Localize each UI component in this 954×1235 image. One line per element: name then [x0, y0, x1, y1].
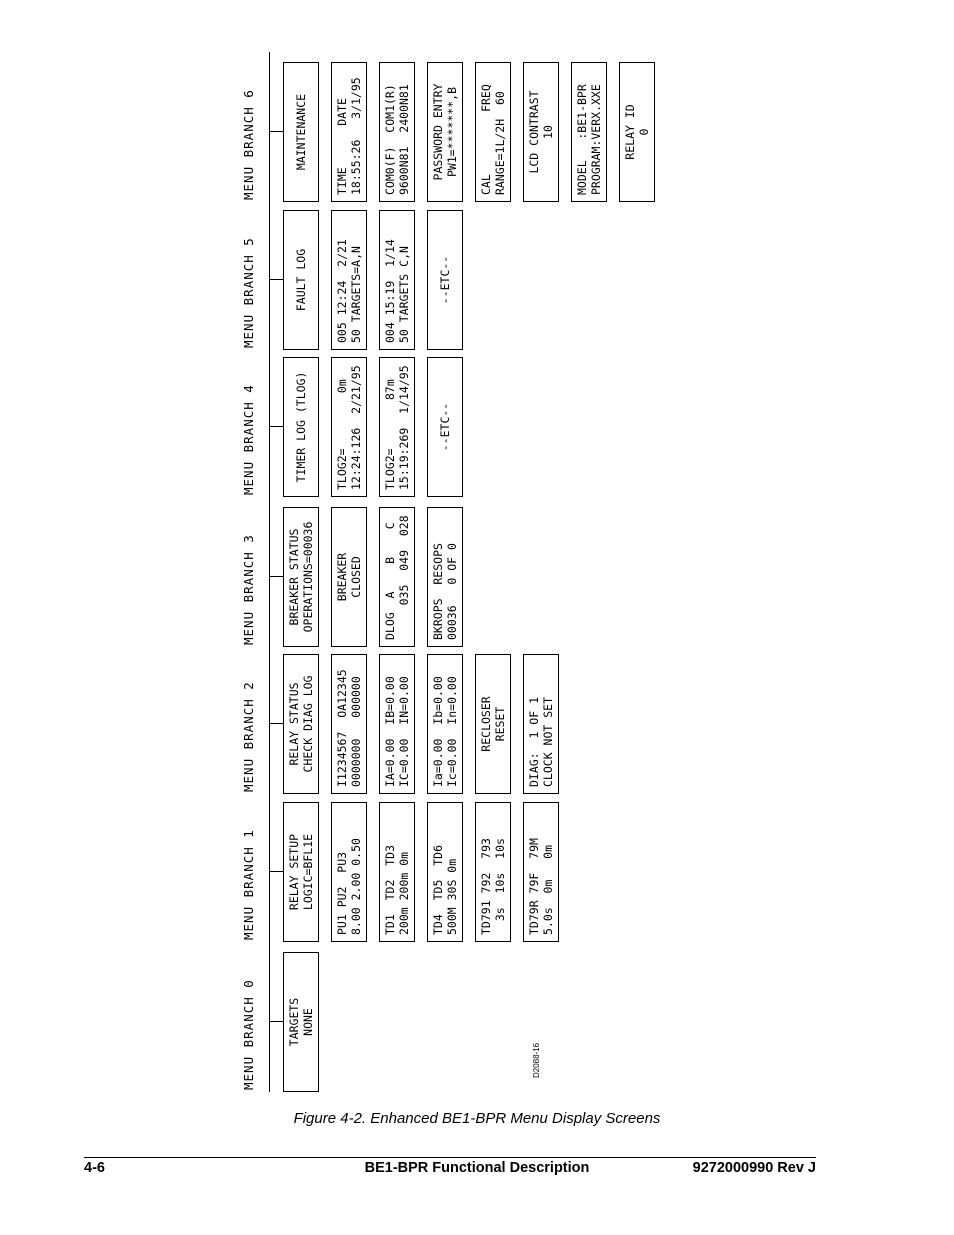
- menu-branch-label: MENU BRANCH 1: [241, 829, 256, 940]
- screen-line: MAINTENANCE: [294, 93, 308, 171]
- screen-line: TD1 TD2 TD3: [383, 844, 397, 935]
- screen-line: OPERATIONS=00036: [301, 521, 315, 633]
- menu-display-screen: [379, 62, 415, 202]
- screen-line: RELAY STATUS: [287, 682, 301, 766]
- screen-line: 0000000 000000: [349, 676, 363, 787]
- menu-spine-line: [269, 52, 270, 1092]
- screen-line: PASSWORD ENTRY: [431, 83, 445, 181]
- screen-line: MODEL :BE1-BPR: [575, 84, 589, 195]
- menu-display-screen: [379, 802, 415, 942]
- screen-line: RESET: [493, 706, 507, 742]
- screen-line: 005 12:24 2/21: [335, 239, 349, 343]
- screen-line: RECLOSER: [479, 696, 493, 752]
- menu-branch-header-screen: [283, 210, 319, 350]
- screen-line: 0: [637, 128, 651, 136]
- screen-line: --ETC--: [438, 255, 452, 305]
- screen-line: 50 TARGETS C,N: [397, 246, 411, 343]
- screen-line: 8.00 2.00 0.50: [349, 838, 363, 935]
- screen-line: RANGE=1L/2H 60: [493, 91, 507, 195]
- screen-line: LCD CONTRAST: [527, 90, 541, 174]
- menu-display-screen: [475, 802, 511, 942]
- menu-display-screen: [331, 507, 367, 647]
- screen-line: TLOG2= 0m: [335, 379, 349, 490]
- menu-branch-header-screen: [283, 62, 319, 202]
- screen-line: TD791 792 793: [479, 838, 493, 935]
- branch-connector: [269, 426, 283, 427]
- screen-line: 500M 30S 0m: [445, 858, 459, 935]
- screen-line: 10: [541, 125, 555, 139]
- screen-line: RELAY ID: [623, 104, 637, 160]
- menu-tree-rotated-group: [237, 52, 657, 1092]
- screen-line: 50 TARGETS=A,N: [349, 246, 363, 343]
- screen-line: --ETC--: [438, 402, 452, 452]
- screen-line: TARGETS: [287, 997, 301, 1047]
- menu-display-screen: [379, 357, 415, 497]
- screen-line: CLOCK NOT SET: [541, 696, 555, 787]
- screen-line: BREAKER STATUS: [287, 528, 301, 626]
- screen-line: 5.0s 0m 0m: [541, 844, 555, 935]
- menu-display-screen: [427, 654, 463, 794]
- branch-connector: [269, 279, 283, 280]
- menu-branch-header-screen: [283, 952, 319, 1092]
- menu-branch-label: MENU BRANCH 6: [241, 89, 256, 200]
- screen-line: 18:55:26 3/1/95: [349, 77, 363, 195]
- branch-connector: [269, 871, 283, 872]
- screen-line: RELAY SETUP: [287, 833, 301, 911]
- screen-line: PW1=*******,B: [445, 87, 459, 178]
- screen-line: 00036 0 OF 0: [445, 543, 459, 640]
- screen-line: TD79R 79F 79M: [527, 838, 541, 935]
- screen-line: FAULT LOG: [294, 248, 308, 312]
- menu-display-screen: [331, 210, 367, 350]
- screen-line: 3s 10s 10s: [493, 838, 507, 935]
- menu-branch-header-screen: [283, 654, 319, 794]
- menu-branch-header-screen: [283, 802, 319, 942]
- footer-title: BE1-BPR Functional Description: [364, 1160, 590, 1176]
- screen-line: CHECK DIAG LOG: [301, 675, 315, 773]
- screen-line: 12:24:126 2/21/95: [349, 365, 363, 490]
- menu-display-screen: [523, 654, 559, 794]
- menu-display-screen: [379, 507, 415, 647]
- screen-line: Ic=0.00 In=0.00: [445, 676, 459, 787]
- branch-connector: [269, 131, 283, 132]
- screen-line: BREAKER: [335, 552, 349, 602]
- screen-line: BKROPS RESOPS: [431, 543, 445, 640]
- menu-display-screen: [427, 802, 463, 942]
- screen-line: 9600N81 2400N81: [397, 84, 411, 195]
- screen-line: PU1 PU2 PU3: [335, 851, 349, 935]
- branch-connector: [269, 723, 283, 724]
- screen-line: DIAG: 1 OF 1: [527, 696, 541, 787]
- menu-display-screen: [331, 357, 367, 497]
- menu-display-screen: [427, 62, 463, 202]
- menu-display-screen: [523, 802, 559, 942]
- menu-display-screen: [331, 802, 367, 942]
- screen-line: 200m 200m 0m: [397, 851, 411, 935]
- branch-connector: [269, 1021, 283, 1022]
- screen-line: TIMER LOG (TLOG): [294, 371, 308, 483]
- screen-line: NONE: [301, 1008, 315, 1036]
- menu-display-screen: [475, 62, 511, 202]
- menu-display-screen: [571, 62, 607, 202]
- menu-display-screen: [331, 654, 367, 794]
- screen-line: TD4 TD5 TD6: [431, 844, 445, 935]
- screen-line: LOGIC=BFL1E: [301, 833, 315, 911]
- footer-doc-number: 9272000990 Rev J: [692, 1160, 816, 1176]
- screen-line: PROGRAM:VERX.XXE: [589, 84, 603, 195]
- menu-display-screen: [427, 507, 463, 647]
- screen-line: 035 049 028: [397, 515, 411, 640]
- footer-page-number: 4-6: [84, 1160, 105, 1176]
- menu-branch-label: MENU BRANCH 3: [241, 534, 256, 645]
- footer-rule: [84, 1157, 816, 1158]
- screen-line: COM0(F) COM1(R): [383, 84, 397, 195]
- screen-line: 004 15:19 1/14: [383, 239, 397, 343]
- screen-line: IC=0.00 IN=0.00: [397, 676, 411, 787]
- menu-display-screen: [619, 62, 655, 202]
- menu-display-screen: [379, 654, 415, 794]
- screen-line: TIME DATE: [335, 98, 349, 195]
- drawing-id: D2088-16: [532, 1042, 541, 1078]
- figure-caption: Figure 4-2. Enhanced BE1-BPR Menu Display Screens: [293, 1110, 661, 1127]
- menu-display-screen: [475, 654, 511, 794]
- screen-line: I1234567 OA12345: [335, 669, 349, 787]
- menu-display-screen: [331, 62, 367, 202]
- menu-branch-header-screen: [283, 507, 319, 647]
- screen-line: 15:19:269 1/14/95: [397, 365, 411, 490]
- screen-line: CAL FREQ: [479, 84, 493, 195]
- screen-line: IA=0.00 IB=0.00: [383, 676, 397, 787]
- menu-branch-label: MENU BRANCH 4: [241, 384, 256, 495]
- menu-branch-label: MENU BRANCH 2: [241, 681, 256, 792]
- screen-line: CLOSED: [349, 556, 363, 598]
- menu-display-screen: [379, 210, 415, 350]
- menu-branch-header-screen: [283, 357, 319, 497]
- screen-line: Ia=0.00 Ib=0.00: [431, 676, 445, 787]
- menu-branch-label: MENU BRANCH 5: [241, 237, 256, 348]
- menu-display-screen: [523, 62, 559, 202]
- menu-display-screen: [427, 210, 463, 350]
- screen-line: TLOG2= 87m: [383, 379, 397, 490]
- menu-branch-label: MENU BRANCH 0: [241, 979, 256, 1090]
- menu-display-screen: [427, 357, 463, 497]
- screen-line: DLOG A B C: [383, 522, 397, 640]
- branch-connector: [269, 576, 283, 577]
